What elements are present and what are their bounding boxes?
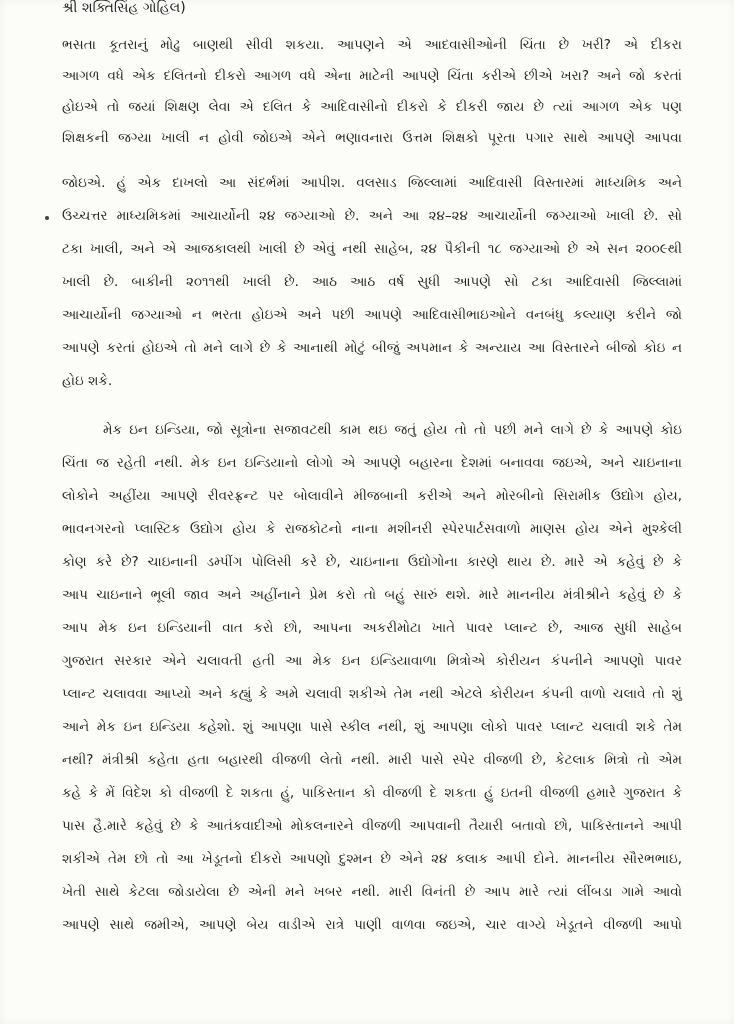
text-line: શકીએ તેમ છો તો આ ખેડૂતનો દીકરો આપણો દુશ્મન છે એને ૨૪ કલાક આપી દોને. માનનીય સૌરભભાઇ, xyxy=(62,851,682,867)
text-line: પ્લાન્ટ ચલાવવા આપ્યો અને કહ્યું કે અમે ચલાવી શકીએ તેમ નથી એટલે કોરીયન કંપની વાળો ચલાવે તો શું xyxy=(62,686,682,702)
text-line: લોકોને અહીંયા આપણે રીવરફ્રન્ટ પર બોલાવીને મીજબાની કરીએ અને મોરબીનો સિરામીક ઉદ્યોગ હોય, xyxy=(62,488,682,504)
text-line: આને મેક ઇન ઇન્ડિયા કહેશો. શું આપણા પાસે સ્કીલ નથી, શું આપણા લોકો પાવર પ્લાન્ટ ચલાવી શકે તેમ xyxy=(62,719,682,735)
text-line: આપણે કરતાં હોઇએ તો મને લાગે છે કે આનાથી મોટું બીજું અપમાન કે અન્યાય આ વિસ્તારને બીજો કોઇ ન xyxy=(62,340,682,356)
text-line: ઉચ્ચત્તર માધ્યમિકમાં આચાર્યોની ૨૪ જગ્યાઓ છે. અને આ ૨૪–૨૪ આચાર્યોની જગ્યાઓ ખાલી છે. સો xyxy=(62,208,682,224)
text-line: પાસ હૈ.મારે કહેવું છે કે આતંકવાદીઓ મોકલનારને વીજળી આપવાની તૈયારી બતાવો છો, પાકિસ્તાનને આપી xyxy=(62,818,682,834)
text-line: નથી? મંત્રીશ્રી કહેતા હતા બહારથી વીજળી લેતો નથી. મારી પાસે સ્પેર વીજળી છે, કેટલાક મિત્રો તો એમ xyxy=(62,752,682,768)
text-line: ખાલી છે. બાકીની ૨૦૧૧થી ખાલી છે. આઠ આઠ વર્ષ સુધી આપણે સો ટકા આદિવાસી જિલ્લામાં xyxy=(62,274,682,290)
text-line: જોઇએ. હું એક દાખલો આ સંદર્ભમાં આપીશ. વલસાડ જિલ્લામાં આદિવાસી વિસ્તારમાં માધ્યમિક અને xyxy=(62,175,682,191)
text-line: કહે કે મેં વિદેશ કો વીજળી દે શકતા હું, પાકિસ્તાન કો વીજળી દે શકતા હું ઇતની વીજળી હમારે ગુજરાત કે xyxy=(62,785,682,801)
text-line: આપ મેક ઇન ઇન્ડિયાની વાત કરો છો, આપના અકરીમોટા ખાતે પાવર પ્લાન્ટ છે, આજ સુધી સાહેબ xyxy=(62,620,682,636)
text-line: મેક ઇન ઇન્ડિયા, જો સૂત્રોના સજાવટથી કામ થઇ જતું હોય તો તો પછી મને લાગે છે કે આપણે કોઇ xyxy=(103,422,682,438)
text-line: હોઇએ તો જયાં શિક્ષણ લેવા એ દલિત કે આદિવાસીનો દીકરો કે દીકરી જાય છે ત્યાં આગળ એક પણ xyxy=(62,99,682,115)
text-line: આપ ચાઇનાને ભૂલી જાવ અને અહીંનાને પ્રેમ કરો તો બહું સારું થશે. મારે માનનીય મંત્રીશ્રીને કહેવું છે કે xyxy=(62,587,682,603)
text-line: કોણ કરે છે? ચાઇનાની ડમ્પીંગ પોલિસી કરે છે, ચાઇનાના ઉદ્યોગોના કારણે થાય છે. મારે એ કહેવું છે કે xyxy=(62,554,682,570)
margin-mark xyxy=(45,216,49,220)
text-line: હોઇ શકે. xyxy=(62,373,113,389)
text-line: શિક્ષકની જગ્યા ખાલી ન હોવી જોઇએ એને ભણાવનારા ઉત્તમ શિક્ષકો પૂરતા પગાર સાથે આપણે આપવા xyxy=(62,130,682,146)
text-line: આપણે સાથે જમીએ, આપણે બેય વાડીએ રાત્રે પાણી વાળવા જઇએ, ચાર વાગ્યે ખેડૂતને વીજળી આપો xyxy=(62,917,682,933)
speaker-name: શ્રી શક્તિસિંહ ગોહિલ) xyxy=(62,0,186,16)
text-line: આચાર્યોની જગ્યાઓ ન ભરતા હોઇએ અને પછી આપણે આદિવાસીભાઇઓને વનબંધુ કલ્યાણ કરીને જો xyxy=(62,307,682,323)
text-line: ખેતી સાથે કેટલા જોડાયેલા છે એની મને ખબર નથી. મારી વિનંતી છે આપ મારે ત્યાં લીંબડા ગામે આવો xyxy=(62,884,682,900)
text-line: ગુજરાત સરકાર એને ચલાવતી હતી આ મેક ઇન ઇન્ડિયાવાળા મિત્રોએ કોરીયન કંપનીને આપણો પાવર xyxy=(62,653,682,669)
text-line: ચિંતા જ રહેતી નથી. મેક ઇન ઇન્ડિયાનો લોગો એ આપણે બહારના દેશમાં બનાવવા જઇએ, અને ચાઇનાના xyxy=(62,455,682,471)
text-line: ભસતા કૂતરાનું મોઢુ બાણથી સીવી શકયા. આપણને એ આદવાસીઓની ચિંતા છે ખરી? એ દીકરા xyxy=(62,37,682,53)
text-line: આગળ વધે એક દલિતનો દીકરો આગળ વધે એના માટેની આપણે ચિંતા કરીએ છીએ ખરા? અને જો કરતાં xyxy=(62,68,682,84)
text-line: ભાવનગરનો પ્લાસ્ટિક ઉદ્યોગ હોય કે રાજકોટનો નાના મશીનરી સ્પેરપાર્ટસવાળો માણસ હોય એને મુશ્કેલી xyxy=(62,521,682,537)
text-line: ટકા ખાલી, અને એ આજકાલથી ખાલી છે એવું નથી સાહેબ, ૨૪ પૈકીની ૧૮ જગ્યાઓ છે એ સન ૨૦૦૯થી xyxy=(62,241,682,257)
